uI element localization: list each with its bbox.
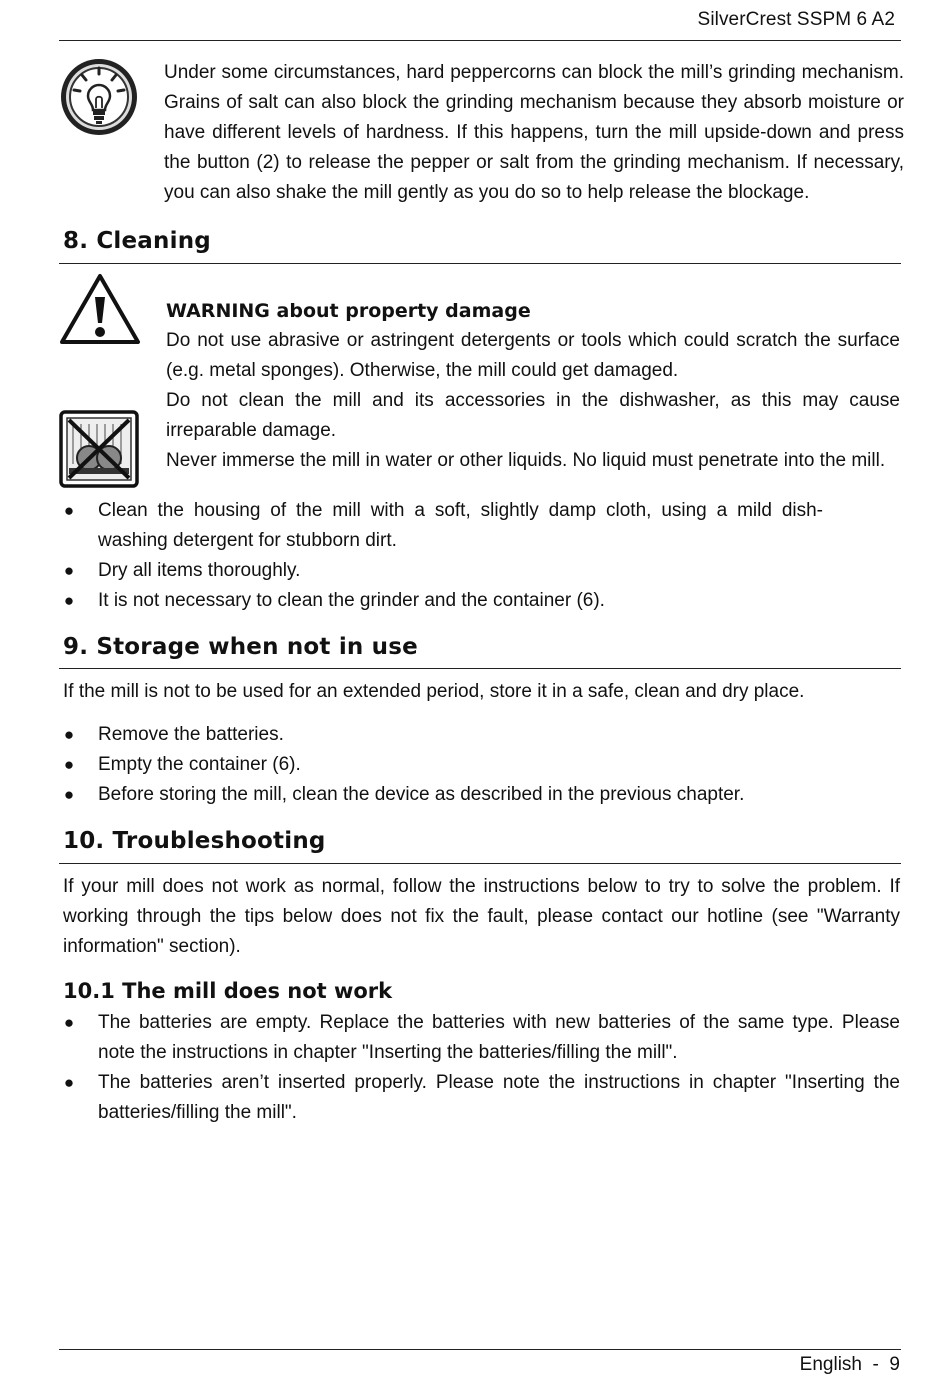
bullet-icon: ● bbox=[63, 725, 75, 744]
tip-text: Under some circumstances, hard peppercorns can block the mill’s grinding mechanism. Grains of salt can also block the grinding mechanism because they absorb moisture or have different levels of hardness. If this happens, turn the mill upside-down and press the button (2) to release the pepper or salt from the grinding mechanism. If necessary, you can also shake the mill gently as you do so to help release the blockage. bbox=[164, 62, 904, 203]
bullet-icon: ● bbox=[63, 561, 75, 580]
storage-divider bbox=[59, 668, 901, 669]
no-dishwasher-icon bbox=[59, 410, 139, 493]
warning-line: Do not use abrasive or astringent detergents or tools which could scratch the surface (e.g. metal sponges). Otherwise, the mill could get damaged. bbox=[166, 330, 900, 381]
page-footer: English - 9 bbox=[799, 1354, 900, 1375]
cleaning-bullet-list bbox=[63, 496, 823, 616]
bullet-icon: ● bbox=[63, 501, 75, 520]
list-item: ● The batteries aren’t inserted properly. Please note the instructions in chapter "Inserting the batteries/filling the mill". bbox=[63, 1068, 900, 1128]
cleaning-divider bbox=[59, 263, 901, 264]
warning-triangle-icon bbox=[59, 273, 141, 350]
page-header-title: SilverCrest SSPM 6 A2 bbox=[697, 9, 895, 30]
list-item: ● Empty the container (6). bbox=[63, 750, 900, 780]
list-item: ● Clean the housing of the mill with a soft, slightly damp cloth, using a mild dish-washing detergent for stubborn dirt. bbox=[63, 496, 823, 556]
list-item: ● Remove the batteries. bbox=[63, 720, 900, 750]
list-item: ● It is not necessary to clean the grinder and the container (6). bbox=[63, 586, 823, 616]
lightbulb-icon bbox=[58, 56, 140, 143]
warning-line: Do not clean the mill and its accessories in the dishwasher, as this may cause irreparable damage. bbox=[166, 390, 900, 441]
property-damage-warning bbox=[166, 296, 900, 476]
troubleshooting-divider bbox=[59, 863, 901, 864]
storage-bullet-list bbox=[63, 720, 900, 810]
header-divider bbox=[59, 40, 901, 41]
warning-line: Never immerse the mill in water or other liquids. No liquid must penetrate into the mill. bbox=[166, 450, 886, 471]
subheading-mill-not-working: 10.1 The mill does not work bbox=[63, 979, 393, 1003]
heading-storage: 9. Storage when not in use bbox=[63, 634, 418, 660]
troubleshooting-bullet-list bbox=[63, 1008, 900, 1128]
heading-troubleshooting: 10. Troubleshooting bbox=[63, 828, 326, 854]
bullet-icon: ● bbox=[63, 755, 75, 774]
heading-cleaning: 8. Cleaning bbox=[63, 228, 211, 254]
troubleshooting-intro: If your mill does not work as normal, follow the instructions below to try to solve the problem. If working through the tips below does not fix the fault, please contact our hotline (see "Warranty information" section). bbox=[63, 876, 900, 957]
storage-intro: If the mill is not to be used for an extended period, store it in a safe, clean and dry place. bbox=[63, 681, 805, 702]
warning-title: WARNING about property damage bbox=[166, 300, 531, 322]
bullet-icon: ● bbox=[63, 1013, 75, 1032]
bullet-icon: ● bbox=[63, 591, 75, 610]
bullet-icon: ● bbox=[63, 785, 75, 804]
list-item: ● Before storing the mill, clean the device as described in the previous chapter. bbox=[63, 780, 900, 810]
list-item: ● The batteries are empty. Replace the batteries with new batteries of the same type. Please note the instructions in chapter "Inserting the batteries/filling the mill". bbox=[63, 1008, 900, 1068]
list-item: ● Dry all items thoroughly. bbox=[63, 556, 823, 586]
bullet-icon: ● bbox=[63, 1073, 75, 1092]
footer-divider bbox=[59, 1349, 901, 1350]
